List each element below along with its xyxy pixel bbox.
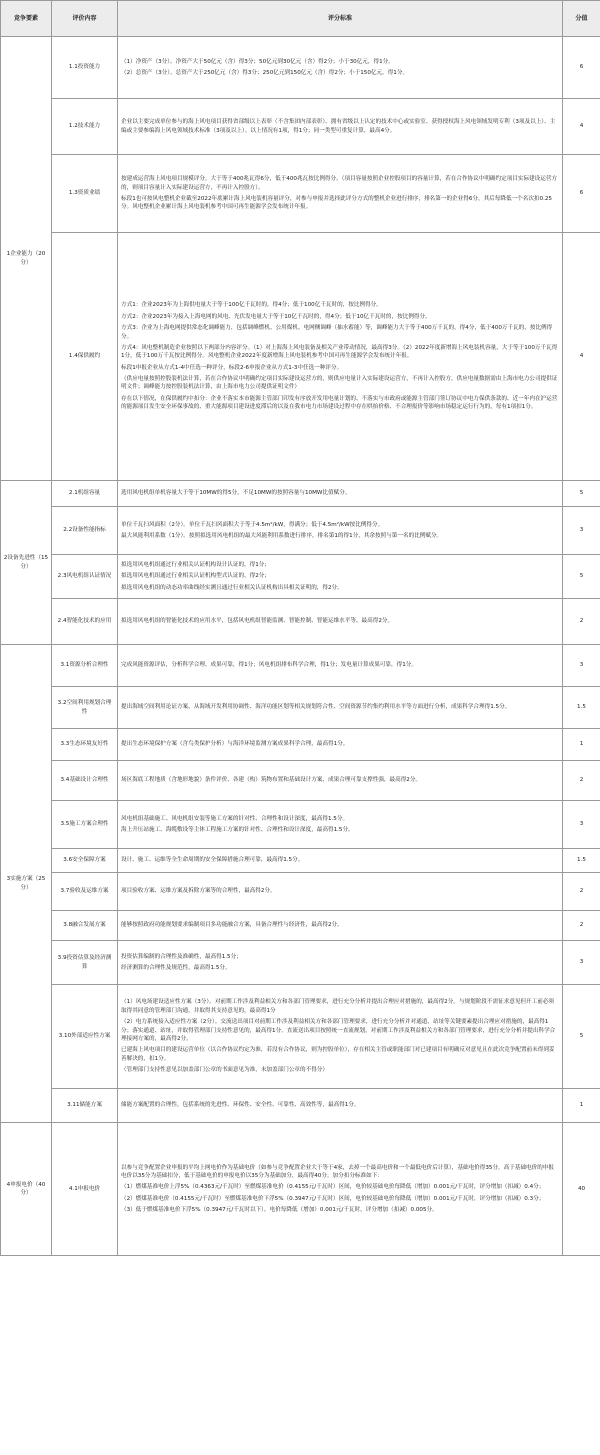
table-row [1, 873, 600, 911]
score-cell: 6 [563, 37, 600, 99]
content-cell: 1.4保供履约 [52, 233, 118, 481]
header-score: 分值 [563, 1, 600, 37]
table-row [1, 985, 600, 1089]
standard-line: 设计、施工、运维等全生命周期的安全保障措施合理可靠，最高得1.5分。 [121, 857, 304, 864]
standard-line: 能够按照政府功能规划要求编制项目多功能融合方案，具备合理性与经济性，最高得2分。 [121, 922, 343, 929]
header-row [1, 1, 600, 37]
standard-cell [118, 761, 563, 801]
standard-cell [118, 985, 563, 1089]
standard-line: 储能方案配置的合理性，包括系统的先进性、环保性、安全性、可靠性、高效性等，最高得1分。 [121, 1102, 360, 1109]
table-row [1, 1123, 600, 1256]
content-cell: 3.4基础设计合理性 [52, 761, 118, 801]
table-row [1, 99, 600, 155]
standard-line: 拟选用风电机组通过行业相关认证机构设计认证的，得1分； [121, 561, 270, 568]
score-cell: 1 [563, 729, 600, 761]
standard-line: （2）电力系统接入适应性方案（2分）。交流送出项目对前期工作涉及利益相关方和各部门管理要求，进行充分分析并对通道、站址等关键要素提出合理应对措施的，最高得1分；落实通道、站址，并取得管理部门支持性意见的，最高得1分。直流送出项目按照统一直流规划，对前期工作涉及利益相关方和各部门管理要求，进行充分分析并提出科学合理接网方案的，最高得2分。 [121, 1019, 556, 1042]
standard-line: 企业以主要完成单位参与的海上风电项目获得省部级以上表彰（不含集团内部表彰）、拥有省级以上认定的技术中心或实验室、获得授权海上风电领域发明专利（3项及以上）、主编或主要参编海上风电领域技术标准（3项及以上）。以上情况有1项，得1分；同一类型可重复计算，最高4分。 [121, 119, 556, 134]
score-cell: 1 [563, 1089, 600, 1123]
standard-line: （1）净资产（3分）。净资产大于50亿元（含）得3分；50亿元到30亿元（含）得2分；小于30亿元，得1分。 [121, 58, 394, 65]
standard-line: 拟选用风电机组通过行业相关认证机构型式认证的，得2分； [121, 573, 270, 580]
standard-line: 场区海底工程地质（含地形地貌）条件评价、各建（构）筑物布置和基础设计方案，成果合理可靠支撑性强，最高得2分。 [121, 777, 422, 784]
standard-cell [118, 99, 563, 155]
content-cell: 1.3资质业绩 [52, 155, 118, 233]
standard-cell [118, 1089, 563, 1123]
content-cell: 3.11储能方案 [52, 1089, 118, 1123]
standard-line: 标段1申报企业从方式1-4中任选一种评分，标段2-6申报企业从方式1-3中任选一种评分。 [121, 364, 343, 371]
standard-line: 方式1：企业2023年为上海供电量大于等于100亿千瓦时的，得4分；低于100亿千瓦时的，按比例得分。 [121, 302, 382, 309]
content-cell: 3.6安全保障方案 [52, 849, 118, 873]
table-row [1, 37, 600, 99]
header-content: 评价内容 [52, 1, 118, 37]
standard-cell [118, 233, 563, 481]
standard-cell [118, 507, 563, 555]
standard-line: （1）风电场建设适应性方案（3分）。对前期工作涉及利益相关方和各部门管理要求，进行充分分析并提出合理应对措施的，最高得2分。与规划阶段不需征求意见但开工前必须取得其同意的管理部门沟通，并取得其支持意见的，最高得1分 [121, 999, 555, 1014]
standard-line: 提出生态环境保护方案（含鸟类保护分析）与海洋环境监测方案成果科学合理，最高得1分。 [121, 741, 349, 748]
score-cell: 3 [563, 507, 600, 555]
content-cell: 3.7验收及运维方案 [52, 873, 118, 911]
standard-cell [118, 555, 563, 599]
standard-line: 方式3：企业为上海电网提供常态化调峰能力，包括调峰燃机、公用煤机、电网侧调峰（抽水蓄能）等，调峰能力大于等于400万千瓦的，得4分，低于400万千瓦的，按比例得分。 [121, 325, 553, 340]
standard-cell [118, 645, 563, 687]
header-standard: 评分标准 [118, 1, 563, 37]
score-cell: 5 [563, 985, 600, 1089]
factor-cell: 3实施方案（25分） [1, 645, 52, 1123]
standard-cell [118, 849, 563, 873]
table-row [1, 1089, 600, 1123]
standard-cell [118, 941, 563, 985]
standard-line: 已建海上风电项目的建设运营单位（以合作协议约定为准，若没有合作协议，则为控股单位），存在相关主管或职能部门对已建项目有明确反对意见且在此次竞争配置前未得到妥善解决的，扣1分。 [121, 1047, 555, 1062]
content-cell: 3.9投资估算及经济测算 [52, 941, 118, 985]
score-cell: 5 [563, 555, 600, 599]
standard-cell [118, 1123, 563, 1256]
content-cell: 3.8融合发展方案 [52, 911, 118, 941]
standard-line: 单位千瓦扫风面积（2分）。单位千瓦扫风面积大于等于4.5m²/kW，得满分；低于4.5m²/kW按比例得分。 [121, 521, 384, 528]
standard-line: 风电机组基础施工、风电机组安装等施工方案的针对性、合理性和设计深度，最高得1.5分。 [121, 815, 349, 822]
standard-cell [118, 801, 563, 849]
content-cell: 3.10外部适应性方案 [52, 985, 118, 1089]
table-row [1, 729, 600, 761]
content-cell: 3.5施工方案合理性 [52, 801, 118, 849]
table-row [1, 849, 600, 873]
table-body [1, 37, 600, 1256]
content-cell: 2.4智能化技术的应用 [52, 599, 118, 645]
table-row [1, 555, 600, 599]
standard-line: 项目验收方案、运维方案及拆除方案等的合理性，最高得2分。 [121, 888, 276, 895]
score-cell: 1.5 [563, 687, 600, 729]
score-cell: 3 [563, 801, 600, 849]
content-cell: 3.3生态环境友好性 [52, 729, 118, 761]
table-row [1, 481, 600, 507]
standard-line: （2）总资产（3分）。总资产大于250亿元（含）得3分；250亿元到150亿元（含）得2分；小于150亿元，得1分。 [121, 70, 409, 76]
standard-line: 提出海域空间利用论证方案，从海域开发利用协调性、海洋功能区划等相关规划符合性、空间资源节约集约利用水平等方面进行分析，成果科学合理得1.5分。 [121, 704, 511, 711]
factor-cell: 1企业能力（20分） [1, 37, 52, 481]
score-cell: 4 [563, 99, 600, 155]
score-cell: 3 [563, 941, 600, 985]
score-cell: 1.5 [563, 849, 600, 873]
table-row [1, 761, 600, 801]
table-row [1, 233, 600, 481]
standard-cell [118, 911, 563, 941]
content-cell: 1.2技术能力 [52, 99, 118, 155]
content-cell: 1.1投资能力 [52, 37, 118, 99]
table-row [1, 941, 600, 985]
table-row [1, 911, 600, 941]
standard-line: （3）低于燃煤基准电价下浮5%（0.3947元/千瓦时以下），电价每降低（增加）0.001元/千瓦时，评分增加（扣减）0.005分。 [121, 1207, 438, 1214]
standard-cell [118, 729, 563, 761]
standard-line: （供应电量按照控股装机法计算，若在合作协议中明确约定项目实际建设运营方的，则供应电量计入实际建设运营方，不再计入控股方，供应电量数据需由上海市电力公司提供证明文件；调峰能力按控股装机法计算，由上海市电力公司提供证明文件） [121, 376, 558, 391]
table-row [1, 599, 600, 645]
standard-line: 标段1也可按风电整机企业截至2022年底累计海上风电装机容量评分，对参与申报并选择此评分方式的整机企业进行排序，排名第一的企业得6分，其后每降低一个名次扣0.25分。风电整机企业累计海上风电装机参考中国可再生能源学会发布统计年报。 [121, 196, 552, 211]
score-cell: 2 [563, 761, 600, 801]
score-cell: 3 [563, 645, 600, 687]
standard-line: 方式4：风电整机制造企业按照以下两部分内容评分。（1）对上海海上风电装备及相关产业带动情况，最高得3分。（2）2022年度新增海上风电装机容量，大于等于100万千瓦得1分，低于100万千瓦按比例得分。风电整机企业2022年度新增海上风电装机参考中国可再生能源学会发布统计年报。 [121, 344, 558, 360]
table-row [1, 155, 600, 233]
standard-line: 拟选用风电机组的动态功率曲线经实测且通过行业相关认证机构出具相关证明的，得2分。 [121, 584, 343, 591]
standard-cell [118, 37, 563, 99]
table-row [1, 801, 600, 849]
score-cell: 6 [563, 155, 600, 233]
factor-cell: 4申报电价（40分） [1, 1123, 52, 1256]
standard-cell [118, 481, 563, 507]
standard-cell [118, 155, 563, 233]
standard-line: 经济测算的合理性及规范性，最高得1.5分。 [121, 965, 231, 971]
standard-cell [118, 687, 563, 729]
standard-line: 选用风电机组单机容量大于等于10MW的得5分，不足10MW的按照容量与10MW比值赋分。 [121, 490, 351, 497]
score-cell: 40 [563, 1123, 600, 1256]
standard-cell [118, 599, 563, 645]
standard-line: 方式2：企业2023年为接入上海电网的风电、光伏发电量大于等于10亿千瓦时的，得4分；低于10亿千瓦时的，按比例得分。 [121, 313, 431, 320]
score-cell: 4 [563, 233, 600, 481]
standard-line: 以参与竞争配置企业申报的平均上网电价作为基础电价（如参与竞争配置企业大于等于4家，去掉一个最高电价和一个最低电价后计算），基础电价得35分。高于基础电价的申报电价以35分为基础扣分，低于基础电价的申报电价以35分为基础加分，最高得40分。加分扣分标准如下： [121, 1164, 555, 1179]
standard-line: 按建成运营海上风电项目规模评分。大于等于400兆瓦得6分，低于400兆瓦按比例得分。（项目容量按照企业控股项目的容量计算，若在合作协议中明确约定项目实际建设运营方的，则项目容量计入实际建设运营方，不再计入控股方）。 [121, 176, 558, 191]
table-row [1, 507, 600, 555]
standard-line: （管理部门支持性意见以加盖部门公章的书面意见为准，未加盖部门公章的不得分） [121, 1067, 328, 1074]
content-cell: 4.1申报电价 [52, 1123, 118, 1256]
content-cell: 3.1资源分析合理性 [52, 645, 118, 687]
score-cell: 2 [563, 911, 600, 941]
content-cell: 2.3风电机组认证情况 [52, 555, 118, 599]
standard-cell [118, 873, 563, 911]
standard-line: 最大风能利用系数（1分）。按照拟选用风电机组的最大风能利用系数进行排序，排名第1的得1分，其余按照与第一名的比例赋分。 [121, 533, 443, 539]
standard-line: 海上升压站施工、海缆敷设等主体工程施工方案的针对性、合理性和设计深度，最高得1.5分。 [121, 827, 354, 833]
table-row [1, 645, 600, 687]
content-cell: 2.2设备性能指标 [52, 507, 118, 555]
content-cell: 2.1机组容量 [52, 481, 118, 507]
factor-cell: 2设备先进性（15分） [1, 481, 52, 645]
standard-line: 完成风能资源评估，分析科学合理、成果可靠，得1分；风电机组排布科学合理，得1分；发电量计算成果可靠，得1分。 [121, 662, 417, 669]
standard-line: 投资估算编制的合理性及准确性，最高得1.5分； [121, 953, 242, 960]
content-cell: 3.2空间利用规划合理性 [52, 687, 118, 729]
table-row [1, 687, 600, 729]
header-factor: 竞争要素 [1, 1, 52, 37]
standard-line: （2）燃煤基准电价（0.4155元/千瓦时）至燃煤基准电价下浮5%（0.3947元/千瓦时）区间，电价较基础电价每降低（增加）0.001元/千瓦时，评分增加（扣减）0.3分； [121, 1195, 545, 1202]
standard-line: 拟选用风电机组的智能化技术的应用水平，包括风电机组智能监测、智能控制、智能运维水平等，最高得2分。 [121, 618, 394, 625]
standard-line: （1）燃煤基准电价上浮5%（0.4363元/千瓦时）至燃煤基准电价（0.4155元/千瓦时）区间，电价较基础电价每降低（增加）0.001元/千瓦时，评分增加（扣减）0.4分； [121, 1184, 545, 1191]
score-cell: 2 [563, 873, 600, 911]
standard-line: 存在以下情况，在保供履约中扣分：企业不落实本市能源主管部门印发有序放开发用电量计划的、不落实与市政府或能源主管部门签订协议中电力保供条款的、近一年内在沪运营的能源项目发生安全环保事故的、重大能源项目建设进度滞后的以及在我市电力市场建设过程中存在哄抬价格、不合理报价等影响市场稳定运行行为的，每有1项扣1分。 [121, 395, 558, 411]
score-cell: 5 [563, 481, 600, 507]
score-cell: 2 [563, 599, 600, 645]
